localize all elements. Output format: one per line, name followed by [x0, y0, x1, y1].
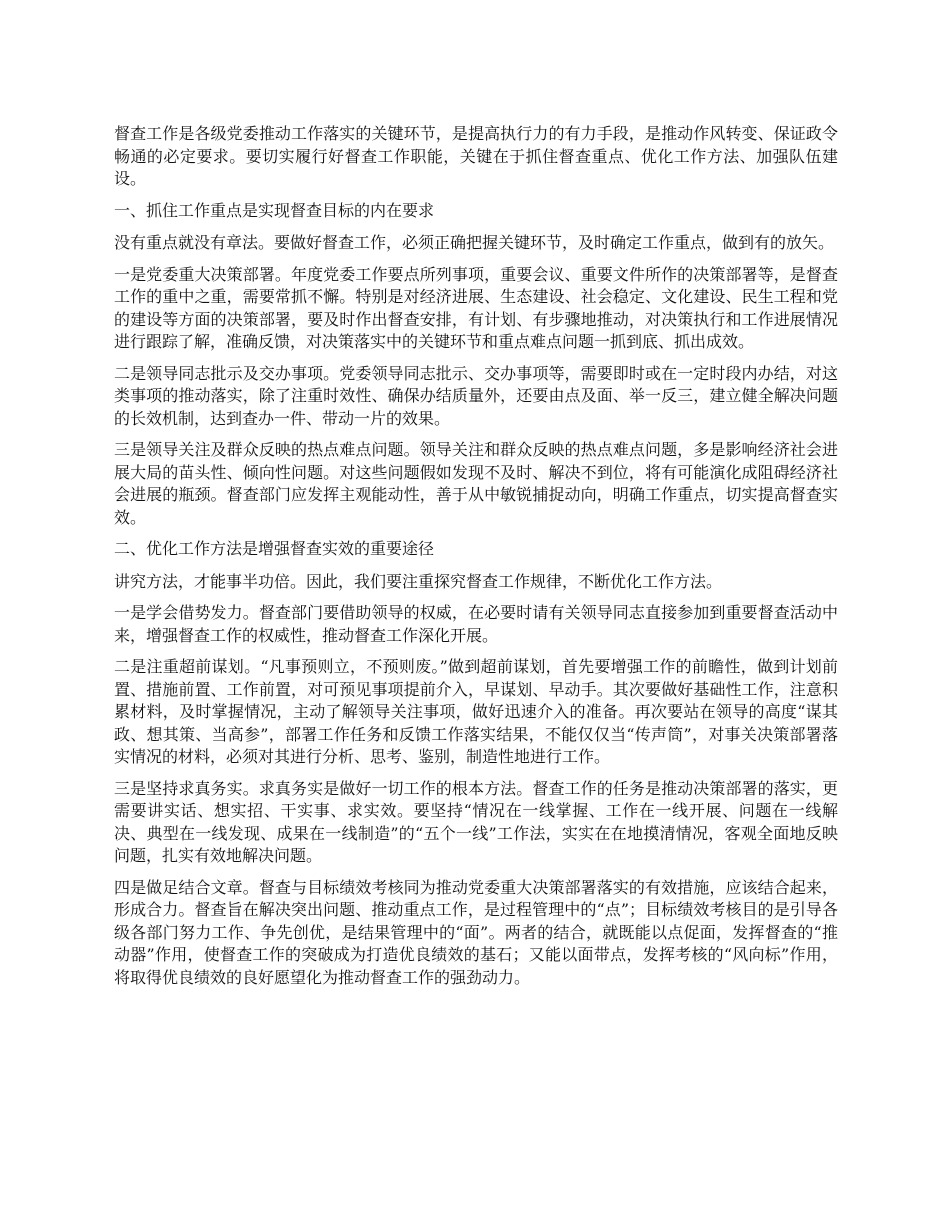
- intro-paragraph: 督查工作是各级党委推动工作落实的关键环节，是提高执行力的有力手段，是推动作风转变、保证政令畅通的必定要求。要切实履行好督查工作职能，关键在于抓住督查重点、优化工作方法、加强队伍建设。: [114, 124, 838, 188]
- body-paragraph: 四是做足结合文章。督查与目标绩效考核同为推动党委重大决策部署落实的有效措施，应该结合起来，形成合力。督查旨在解决突出问题、推动重点工作，是过程管理中的“点”；目标绩效考核目的是引导各级各部门努力工作、争先创优，是结果管理中的“面”。两者的结合，就既能以点促面，发挥督查的“推动器”作用，使督查工作的突破成为打造优良绩效的基石；又能以面带点，发挥考核的“风向标”作用，将取得优良绩效的良好愿望化为推动督查工作的强劲动力。: [114, 877, 838, 987]
- body-paragraph: 二是领导同志批示及交办事项。党委领导同志批示、交办事项等，需要即时或在一定时段内办结，对这类事项的推动落实，除了注重时效性、确保办结质量外，还要由点及面、举一反三，建立健全解决问题的长效机制，达到查办一件、带动一片的效果。: [114, 363, 838, 428]
- document-body: [114, 123, 838, 998]
- section-heading-2: 二、优化工作方法是增强督查实效的重要途径: [114, 539, 435, 558]
- body-paragraph: 三是领导关注及群众反映的热点难点问题。领导关注和群众反映的热点难点问题，多是影响经济社会进展大局的苗头性、倾向性问题。对这些问题假如发现不及时、解决不到位，将有可能演化成阻碍经济社会进展的瓶颈。督查部门应发挥主观能动性，善于从中敏锐捕捉动向，明确工作重点，切实提高督查实效。: [114, 440, 838, 527]
- body-paragraph: 没有重点就没有章法。要做好督查工作，必须正确把握关键环节，及时确定工作重点，做到有的放矢。: [114, 233, 835, 252]
- section-heading-1: 一、抓住工作重点是实现督查目标的内在要求: [114, 200, 435, 220]
- body-paragraph: 一是党委重大决策部署。年度党委工作要点所列事项，重要会议、重要文件所作的决策部署等，是督查工作的重中之重，需要常抓不懈。特别是对经济进展、生态建设、社会稳定、文化建设、民生工程和党的建设等方面的决策部署，要及时作出督查安排，有计划、有步骤地推动，对决策执行和工作进展情况进行跟踪了解，准确反馈，对决策落实中的关键环节和重点难点问题一抓到底、抓出成效。: [114, 264, 838, 351]
- body-paragraph: 一是学会借势发力。督查部门要借助领导的权威，在必要时请有关领导同志直接参加到重要督查活动中来，增强督查工作的权威性，推动督查工作深化开展。: [114, 603, 838, 645]
- body-paragraph: 讲究方法，才能事半功倍。因此，我们要注重探究督查工作规律，不断优化工作方法。: [114, 571, 723, 591]
- body-paragraph: 三是坚持求真务实。求真务实是做好一切工作的根本方法。督查工作的任务是推动决策部署的落实，更需要讲实话、想实招、干实事、求实效。要坚持“情况在一线掌握、工作在一线开展、问题在一线解决、典型在一线发现、成果在一线制造”的“五个一线”工作法，实实在在地摸清情况，客观全面地反映问题，扎实有效地解决问题。: [114, 778, 838, 865]
- body-paragraph: 二是注重超前谋划。“凡事预则立，不预则废。”做到超前谋划，首先要增强工作的前瞻性，做到计划前置、措施前置、工作前置，对可预见事项提前介入，早谋划、早动手。其次要做好基础性工作，注意积累材料，及时掌握情况，主动了解领导关注事项，做好迅速介入的准备。再次要站在领导的高度“谋其政、想其策、当高参”，部署工作任务和反馈工作落实结果，不能仅仅当“传声筒”，对事关决策部署落实情况的材料，必须对其进行分析、思考、鉴别，制造性地进行工作。: [114, 657, 838, 766]
